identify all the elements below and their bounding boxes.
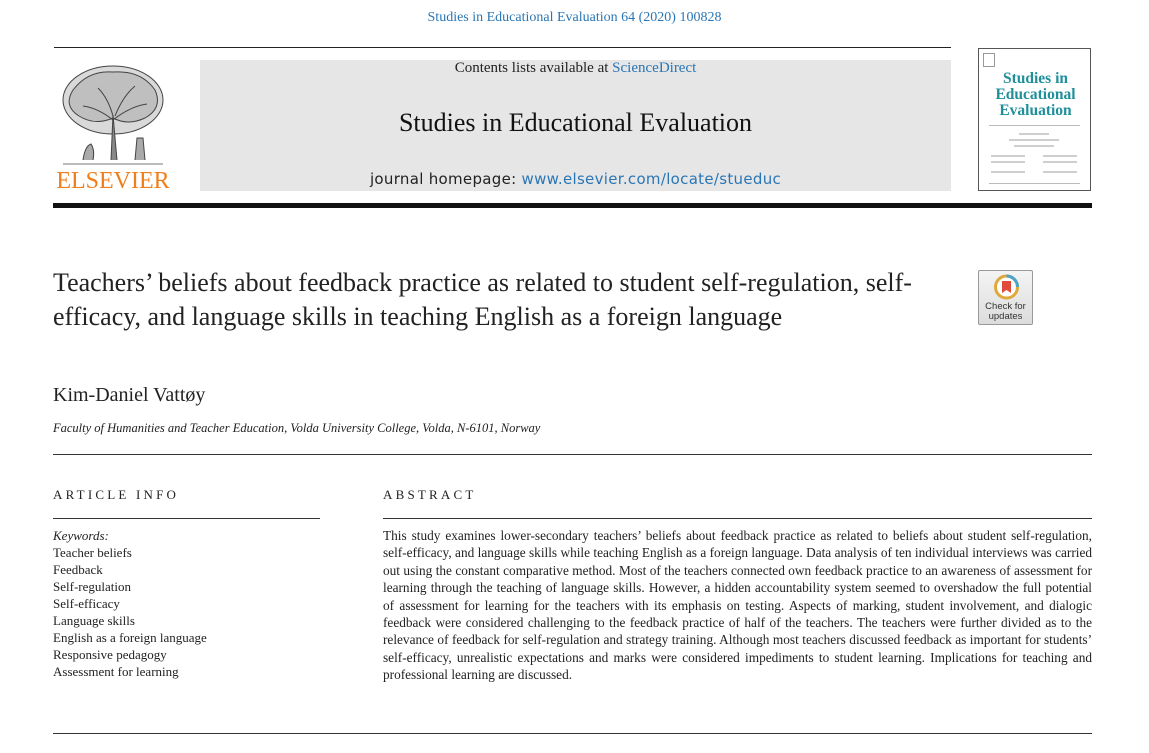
article-info-divider bbox=[53, 518, 320, 519]
journal-banner bbox=[200, 60, 951, 191]
abstract-heading: ABSTRACT bbox=[383, 487, 477, 502]
cover-divider bbox=[989, 183, 1080, 184]
cover-text-line bbox=[1043, 155, 1077, 157]
keyword-item: Language skills bbox=[53, 613, 135, 628]
homepage-prefix: journal homepage: bbox=[369, 170, 522, 188]
cover-title: Studies in Educational Evaluation bbox=[995, 70, 1076, 119]
sciencedirect-link[interactable]: ScienceDirect bbox=[612, 60, 697, 76]
elsevier-wordmark: ELSEVIER bbox=[56, 168, 170, 194]
check-for-updates-button[interactable] bbox=[978, 270, 1033, 325]
keyword-item: Self-efficacy bbox=[53, 596, 120, 611]
contents-prefix: Contents lists available at bbox=[454, 60, 613, 76]
journal-citation[interactable]: Studies in Educational Evaluation 64 (2020) 100828 bbox=[427, 10, 722, 25]
keyword-item: Feedback bbox=[53, 562, 103, 577]
cover-text-line bbox=[991, 171, 1025, 173]
keyword-item: Responsive pedagogy bbox=[53, 647, 167, 662]
cover-logo-icon bbox=[983, 53, 995, 67]
homepage-line bbox=[200, 170, 951, 188]
header-divider bbox=[54, 47, 951, 48]
author-name[interactable]: Kim-Daniel Vattøy bbox=[53, 384, 206, 406]
article-info-heading: ARTICLE INFO bbox=[53, 487, 180, 502]
bottom-divider bbox=[53, 733, 1092, 734]
keyword-item: English as a foreign language bbox=[53, 630, 207, 645]
journal-homepage-link[interactable]: www.elsevier.com/locate/stueduc bbox=[521, 170, 782, 188]
crossmark-label: Check for updates bbox=[985, 301, 1026, 322]
keywords-label: Keywords: bbox=[53, 528, 109, 543]
cover-text-line bbox=[1043, 171, 1077, 173]
keyword-item: Teacher beliefs bbox=[53, 545, 132, 560]
cover-text-line bbox=[1043, 161, 1077, 163]
cover-text-line bbox=[1019, 133, 1049, 135]
keywords-block bbox=[53, 527, 313, 680]
header-thick-divider bbox=[53, 203, 1092, 208]
keywords-list bbox=[53, 544, 313, 680]
cover-text-line bbox=[1014, 145, 1054, 147]
contents-line bbox=[200, 60, 951, 77]
author-affiliation: Faculty of Humanities and Teacher Education, Volda University College, Volda, N-6101, Norway bbox=[53, 421, 541, 435]
keyword-item: Assessment for learning bbox=[53, 664, 179, 679]
cover-text-line bbox=[991, 161, 1025, 163]
section-divider bbox=[53, 454, 1092, 455]
journal-cover-thumbnail[interactable] bbox=[978, 48, 1091, 191]
article-title: Teachers’ beliefs about feedback practice as related to student self-regulation, self-efficacy, and language skills in teaching English as a foreign language bbox=[53, 268, 912, 331]
cover-text-line bbox=[991, 155, 1025, 157]
keyword-item: Self-regulation bbox=[53, 579, 131, 594]
crossmark-icon bbox=[979, 271, 1034, 303]
abstract-divider bbox=[383, 518, 1092, 519]
cover-divider bbox=[989, 125, 1080, 126]
journal-title: Studies in Educational Evaluation bbox=[398, 108, 753, 137]
abstract-text: This study examines lower-secondary teachers’ beliefs about feedback practice as related to beliefs about student self-regulation, self-efficacy, and language skills while teaching English as a foreign language. Data analysis of ten individual interviews was carried out using the constant comparative method. Most of the teachers connected own feedback practice to an awareness of assessment for learning through the teaching of language skills. However, a hidden accountability system seemed to overshadow the full potential of assessment for learning for the teachers with its emphasis on testing. Aspects of marking, student involvement, and dialogic feedback were considered challenging to the feedback practice of half of the teachers. The teachers were further divided as to the relevance of feedback for self-regulation and strategy training. Although most teachers discussed feedback as important for students’ self-efficacy, unrealistic expectations and marks were considered impediments to student learning. Implications for teaching and professional learning are discussed. bbox=[383, 528, 1092, 683]
cover-text-line bbox=[1009, 139, 1059, 141]
